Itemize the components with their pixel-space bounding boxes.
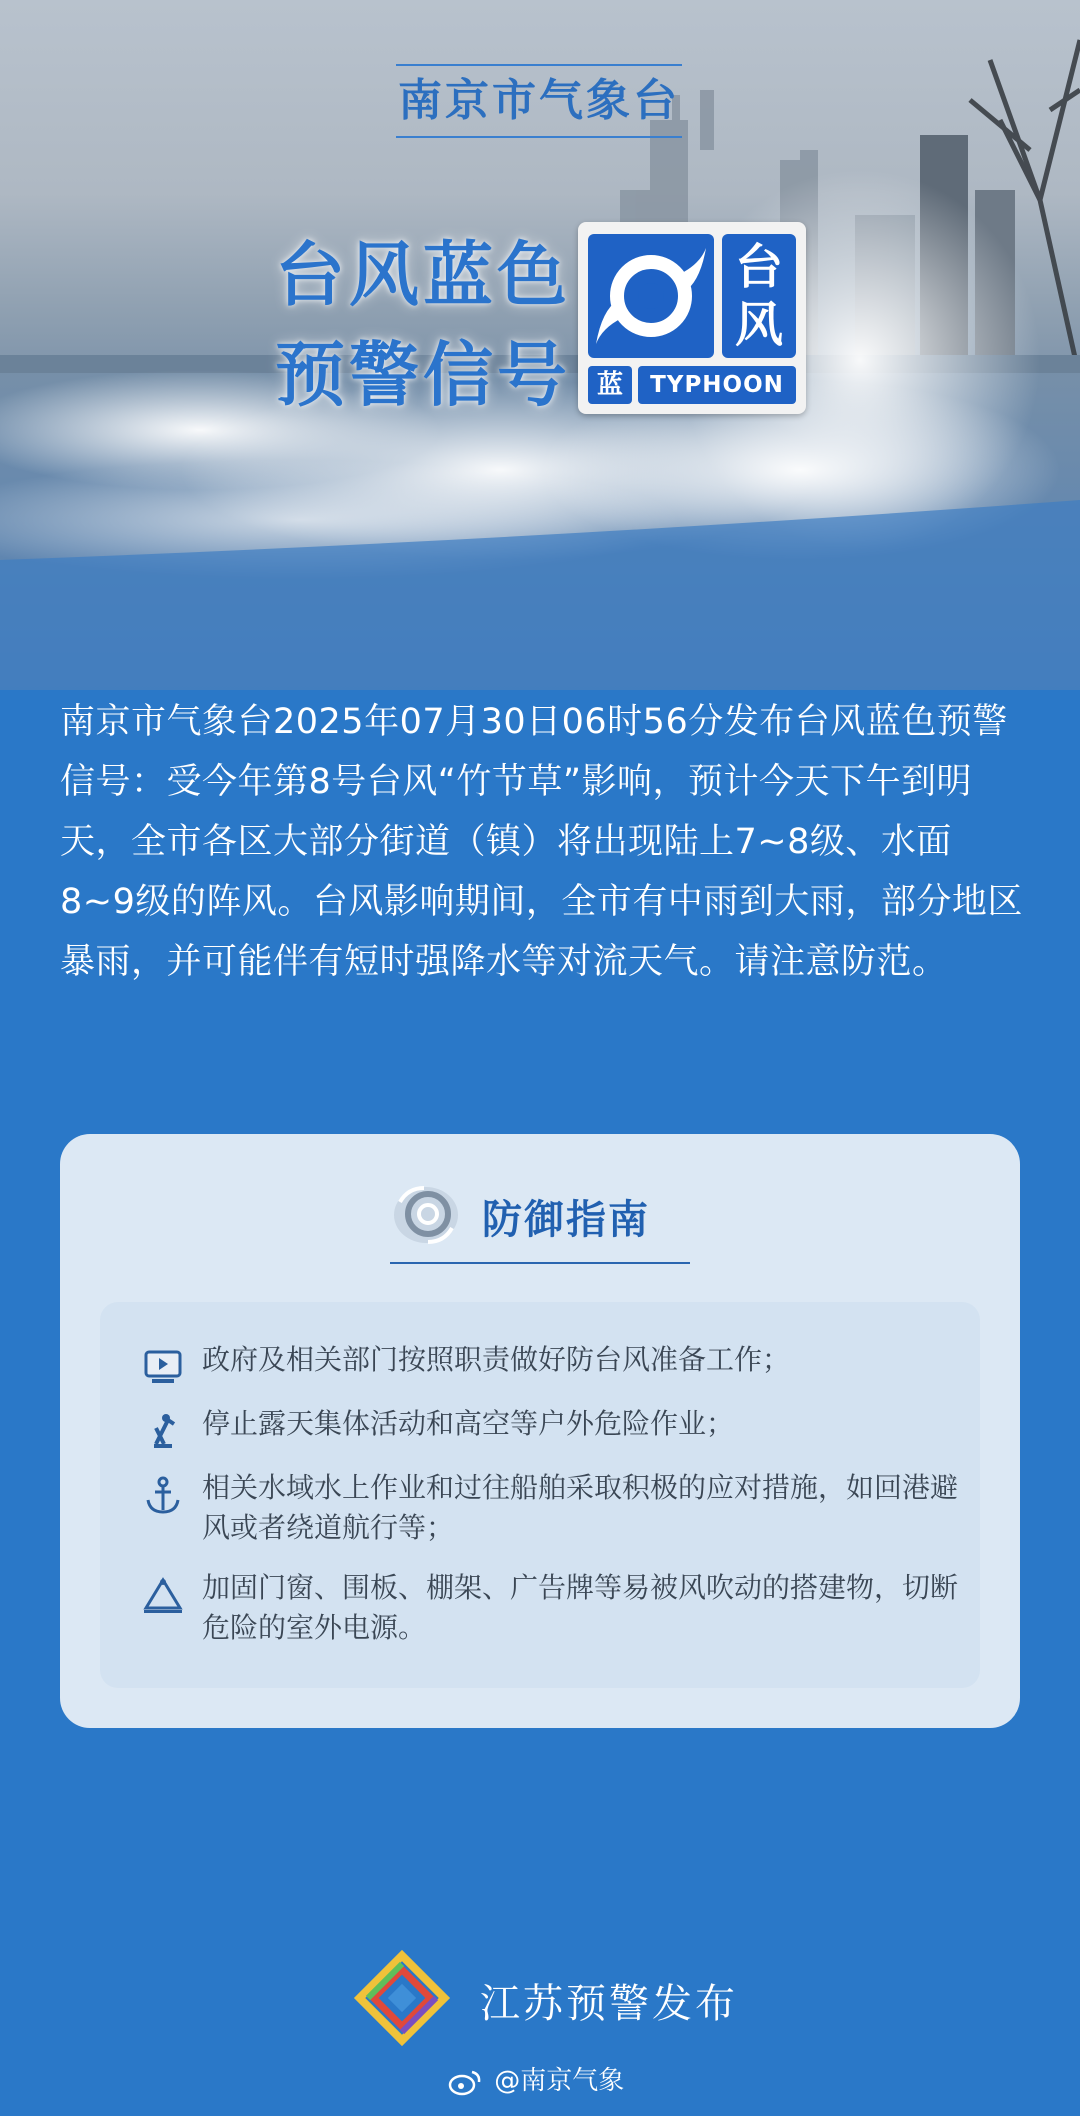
- weibo-handle: @南京气象: [494, 2066, 625, 2096]
- blue-level-tile: 蓝: [588, 366, 632, 404]
- typhoon-icon: [588, 234, 714, 358]
- warning-notice-text: 南京市气象台2025年07月30日06时56分发布台风蓝色预警信号：受今年第8号台风“竹节草”影响，预计今天下午到明天，全市各区大部分街道（镇）将出现陆上7~8级、水面8~9级的阵风。台风影响期间，全市有中雨到大雨，部分地区暴雨，并可能伴有短时强降水等对流天气。请注意防范。: [60, 702, 1023, 982]
- swirl-icon: [390, 1182, 462, 1248]
- signal-title-line1: 台风蓝色: [275, 234, 571, 316]
- signal-title-line2: 预警信号: [275, 334, 571, 416]
- weibo-watermark: [448, 2060, 624, 2097]
- weibo-icon: [448, 2068, 482, 2096]
- guide-item-text: 停止露天集体活动和高空等户外危险作业；: [202, 1407, 735, 1440]
- footer-brand: 江苏预警发布: [480, 1981, 738, 2027]
- defense-guide-card: [60, 1134, 1020, 1728]
- crane-icon: [142, 1410, 184, 1452]
- jiangsu-warning-logo: [348, 1944, 456, 2052]
- typhoon-blue-signal-badge: [578, 222, 806, 414]
- guide-item-text: 政府及相关部门按照职责做好防台风准备工作；: [202, 1343, 791, 1376]
- guide-list: [100, 1302, 980, 1688]
- agency-title: 南京市气象台: [396, 64, 682, 138]
- guide-item-text: 加固门窗、围板、棚架、广告牌等易被风吹动的搭建物，切断危险的室外电源。: [202, 1571, 959, 1644]
- guide-header: [390, 1174, 690, 1264]
- monitor-icon: [142, 1346, 184, 1388]
- guide-title: 防御指南: [482, 1197, 650, 1243]
- warning-signal-title: [275, 225, 571, 425]
- typhoon-label-tile: TYPHOON: [638, 366, 796, 404]
- warning-triangle-icon: [142, 1574, 184, 1616]
- guide-item-text: 相关水域水上作业和过往船舶采取积极的应对措施，如回港避风或者绕道航行等；: [202, 1471, 959, 1544]
- hero-banner: [0, 0, 1080, 690]
- anchor-icon: [142, 1474, 184, 1516]
- typhoon-char-tile: 台风: [722, 234, 796, 358]
